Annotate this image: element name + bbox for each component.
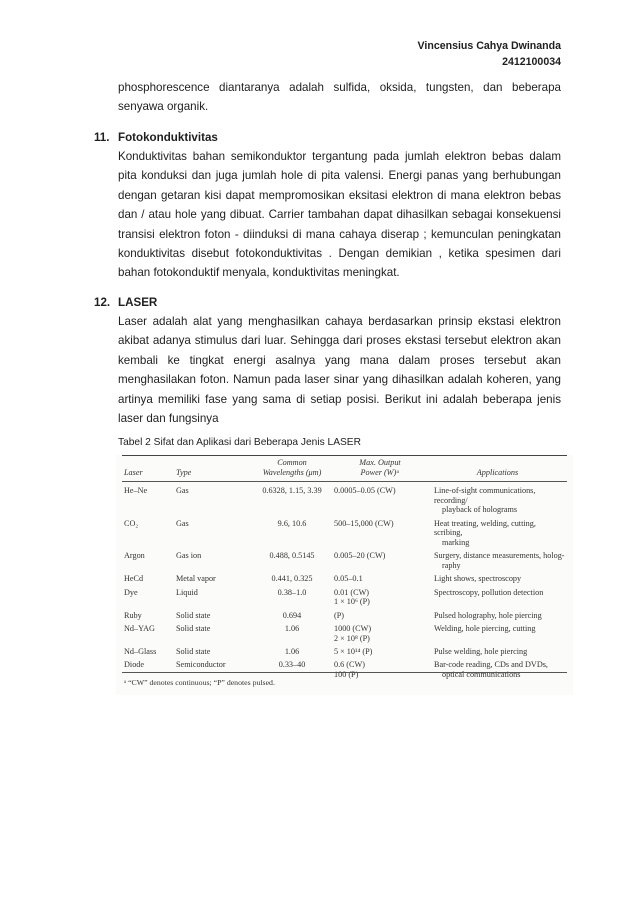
section-title: LASER	[118, 296, 158, 309]
header-applications: Applications	[476, 468, 519, 477]
laser-table	[122, 455, 567, 683]
header-laser: Laser	[124, 468, 143, 477]
intro-paragraph: phosphorescence diantaranya adalah sulfida, oksida, tungsten, dan beberapa senyawa organik.	[118, 81, 561, 114]
table-row: Nd–YAG Solid state 1.06 1000 (CW) 2 × 10⁸ (P) Welding, hole piercing, cutting	[124, 623, 536, 643]
section-title: Fotokonduktivitas	[118, 131, 218, 144]
table-row: Argon Gas ion 0.488, 0.5145 0.005–20 (CW) Surgery, distance measurements, holog- raphy	[124, 551, 565, 570]
laser-table-figure	[116, 455, 573, 695]
section-11-heading	[94, 128, 218, 147]
table-row: Diode Semiconductor 0.33–40 0.6 (CW) 100 (P) Bar-code reading, CDs and DVDs, optical communications	[124, 660, 548, 679]
table-footnote: ᵃ “CW” denotes continuous; “P” denotes pulsed.	[124, 678, 275, 687]
table-row: He–Ne Gas 0.6328, 1.15, 3.39 0.0005–0.05 (CW) Line-of-sight communications, recording/ playback of holograms	[124, 486, 536, 515]
table-row: HeCd Metal vapor 0.441, 0.325 0.05–0.1 Light shows, spectroscopy	[124, 574, 522, 584]
table-bottom-rule	[122, 672, 567, 673]
section-12-text: Laser adalah alat yang menghasilkan cahaya berdasarkan prinsip ekstasi elektron akibat adanya stimulus dari luar. Sehingga dari proses ekstasi tersebut elektron akan kembali ke tingkat energi asalnya yang mana dalam proses tersebut akan menghasilakan foton. Namun pada laser sinar yang dihasilkan adalah koheren, yang artinya memiliki fase yang sama di setiap posisi. Berikut ini adalah beberapa jenis laser dan fungsinya	[118, 315, 561, 426]
table-row: CO₂ Gas 9.6, 10.6 500–15,000 (CW) Heat treating, welding, cutting, scribing, marking	[124, 518, 536, 547]
section-12-heading	[94, 293, 157, 312]
section-number: 12.	[94, 296, 111, 309]
page-header	[418, 39, 561, 70]
table-row: Nd–Glass Solid state 1.06 5 × 10¹⁴ (P) Pulse welding, hole piercing	[124, 646, 528, 656]
header-power: Max. Output Power (W)ᵃ	[359, 458, 401, 477]
table-row: Dye Liquid 0.38–1.0 0.01 (CW) 1 × 10⁶ (P) Spectroscopy, pollution detection	[124, 587, 544, 607]
header-wavelengths: Common Wavelengths (μm)	[262, 458, 322, 477]
author-name: Vincensius Cahya Dwinanda	[417, 40, 561, 52]
section-number: 11.	[94, 131, 110, 144]
table-row: Ruby Solid state 0.694 (P) Pulsed holography, hole piercing	[124, 610, 542, 620]
section-11-text: Konduktivitas bahan semikonduktor tergantung pada jumlah elektron bebas dalam pita konduksi dan juga jumlah hole di pita valensi. Energi panas yang berhubungan dengan getaran kisi dapat mempromosikan eksitasi elektron di mana elektron bebas dan / atau hole yang dibuat. Carrier tambahan dapat dihasilkan sebagai konsekuensi transisi elektron foton - diinduksi di mana cahaya diserap ; kemunculan peningkatan konduktivitas disebut fotokonduktivitas . Dengan demikian , ketika spesimen dari bahan fotokonduktif menyala, konduktivitas meningkat.	[118, 150, 561, 280]
header-type: Type	[176, 468, 192, 477]
table-caption: Tabel 2 Sifat dan Aplikasi dari Beberapa Jenis LASER	[118, 437, 361, 448]
student-id: 2412100034	[502, 55, 561, 68]
